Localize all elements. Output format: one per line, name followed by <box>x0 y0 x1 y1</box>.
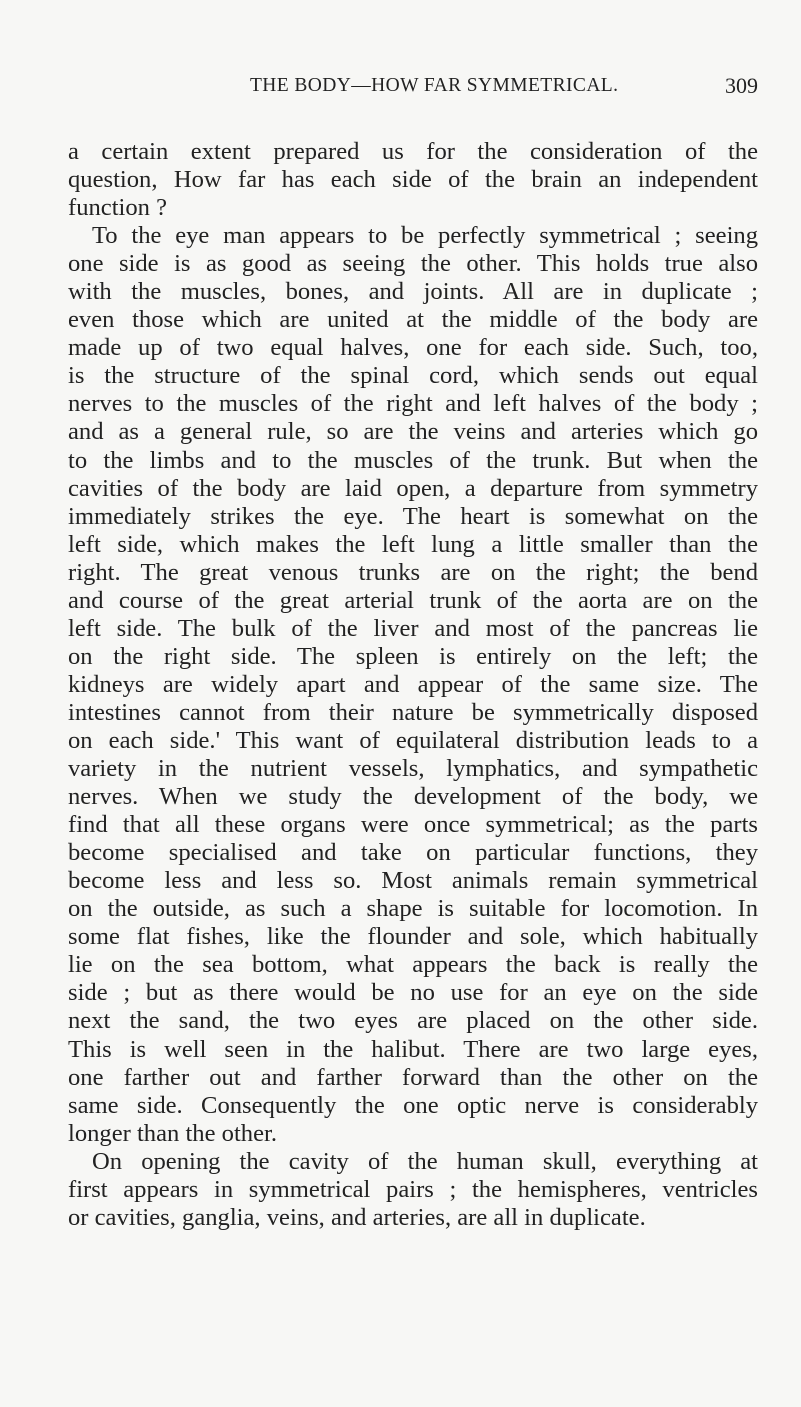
text-line: become specialised and take on particular functions, they <box>68 839 758 867</box>
text-line: on the right side. The spleen is entirely on the left; the <box>68 642 758 670</box>
text-line: variety in the nutrient vessels, lymphatics, and sympathetic <box>68 755 758 783</box>
text-line: a certain extent prepared us for the consideration of the <box>68 138 758 165</box>
text-line: first appears in symmetrical pairs ; the hemispheres, ventricles <box>68 1175 758 1203</box>
text-line: left side, which makes the left lung a little smaller than the <box>68 530 758 558</box>
text-line: on the outside, as such a shape is suitable for locomotion. In <box>68 895 758 923</box>
paragraph-1 <box>68 138 758 222</box>
text-line: intestines cannot from their nature be symmetrically disposed <box>68 698 758 726</box>
running-head <box>68 75 758 105</box>
text-line: nerves to the muscles of the right and left halves of the body ; <box>68 390 758 418</box>
text-line: one side is as good as seeing the other. This holds true also <box>68 250 758 278</box>
text-line: longer than the other. <box>68 1119 277 1147</box>
text-line: This is well seen in the halibut. There are two large eyes, <box>68 1035 758 1063</box>
text-line: lie on the sea bottom, what appears the back is really the <box>68 951 758 979</box>
page-number: 309 <box>725 73 758 98</box>
text-line: next the sand, the two eyes are placed on the other side. <box>68 1007 758 1035</box>
text-line: side ; but as there would be no use for an eye on the side <box>68 979 758 1007</box>
paragraph-2 <box>68 222 758 1148</box>
running-title: THE BODY—HOW FAR SYMMETRICAL. <box>250 75 619 96</box>
text-line: with the muscles, bones, and joints. All are in duplicate ; <box>68 278 758 306</box>
text-line: become less and less so. Most animals remain symmetrical <box>68 867 758 895</box>
text-line: some flat fishes, like the flounder and sole, which habitually <box>68 923 758 951</box>
text-line: cavities of the body are laid open, a departure from symmetry <box>68 474 758 502</box>
body-text <box>68 138 758 1232</box>
text-line: right. The great venous trunks are on the right; the bend <box>68 558 758 586</box>
text-line: one farther out and farther forward than the other on the <box>68 1063 758 1091</box>
text-line: or cavities, ganglia, veins, and arteries, are all in duplicate. <box>68 1203 646 1231</box>
text-line: immediately strikes the eye. The heart is somewhat on the <box>68 502 758 530</box>
text-line: question, How far has each side of the brain an independent <box>68 166 758 194</box>
text-line: is the structure of the spinal cord, which sends out equal <box>68 362 758 390</box>
paragraph-3 <box>68 1148 758 1232</box>
text-line: function ? <box>68 194 168 222</box>
text-line: nerves. When we study the development of the body, we <box>68 783 758 811</box>
text-line: kidneys are widely apart and appear of the same size. The <box>68 670 758 698</box>
text-line: even those which are united at the middle of the body are <box>68 306 758 334</box>
text-line: on each side.' This want of equilateral distribution leads to a <box>68 726 758 754</box>
text-line: On opening the cavity of the human skull, everything at <box>92 1147 758 1175</box>
text-line: left side. The bulk of the liver and most of the pancreas lie <box>68 614 758 642</box>
text-line: to the limbs and to the muscles of the trunk. But when the <box>68 446 758 474</box>
text-line: and course of the great arterial trunk of the aorta are on the <box>68 586 758 614</box>
text-line: same side. Consequently the one optic nerve is considerably <box>68 1091 758 1119</box>
text-line: find that all these organs were once symmetrical; as the parts <box>68 811 758 839</box>
text-line: and as a general rule, so are the veins and arteries which go <box>68 418 758 446</box>
text-line: To the eye man appears to be perfectly symmetrical ; seeing <box>92 222 758 250</box>
text-line: made up of two equal halves, one for each side. Such, too, <box>68 334 758 362</box>
